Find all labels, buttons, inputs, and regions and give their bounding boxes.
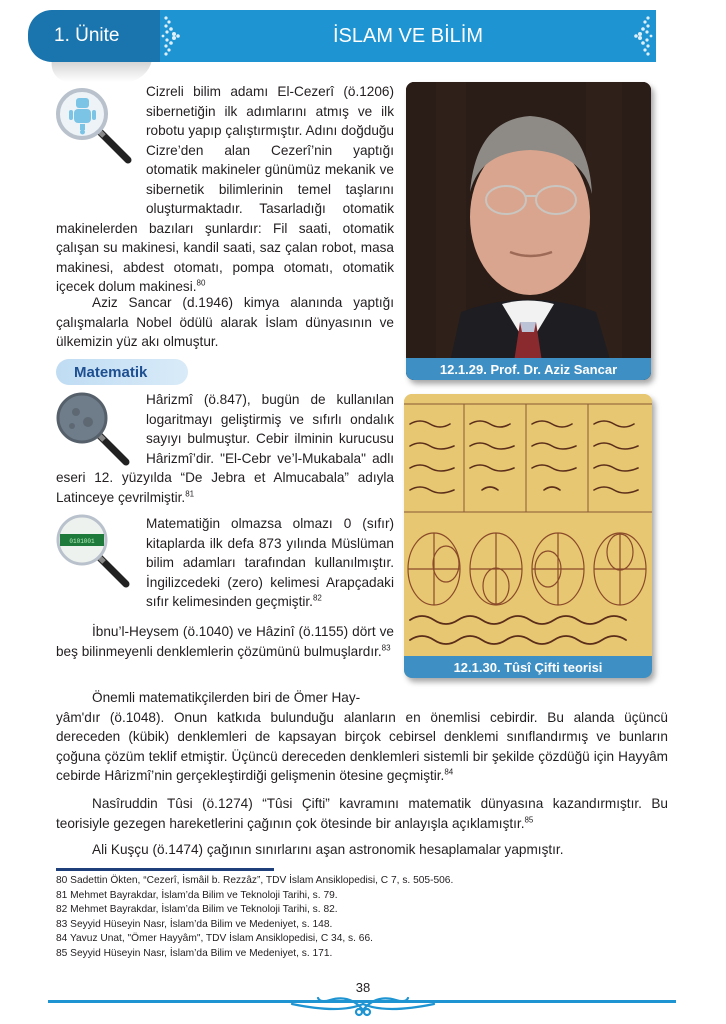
figure-caption: 12.1.30. Tûsî Çifti teorisi bbox=[404, 656, 652, 678]
photo-tusi-manuscript bbox=[404, 394, 652, 678]
paragraph-text: İbnu’l-Heysem (ö.1040) ve Hâzinî (ö.1155) dört ve beş bilinmeyenli denklemlerin çözümünü bulmuşlardır. bbox=[56, 624, 394, 659]
paragraph-text: Cizreli bilim adamı El-Cezerî (ö.1206) sibernetiğin ilk adımlarını atmış ve ilk robotu yapıp çalıştırmıştır. Adını doğduğu Cizre’den alan Cezerî’nin yaptığı otomatik makineler günümüz mekanik ve sibernetik bilimlerinin temel taşlarını oluşturmaktadır. Tasarladığı otomatik makinelerden bazıları şunlardır: Fil saati, otomatik çalışan su makinesi, kandil saati, saz çalan robot, masa makinesi, abdest otomatı, pompa otomatı, otomatik içecek dolum makinesi. bbox=[56, 84, 394, 294]
page-header bbox=[20, 10, 656, 62]
header-shadow bbox=[48, 60, 152, 82]
paragraph-cezeri bbox=[56, 82, 394, 297]
footnote-divider bbox=[56, 868, 274, 871]
section-title-matematik bbox=[56, 359, 188, 385]
footnote-83: 83 Seyyid Hüseyin Nasr, İslam’da Bilim ve Medeniyet, s. 148. bbox=[56, 918, 333, 930]
footnotes bbox=[56, 874, 453, 962]
manuscript-illustration bbox=[404, 394, 652, 678]
icon-float-space bbox=[56, 82, 146, 218]
paragraph-hayyam bbox=[56, 688, 668, 786]
chapter-title: İSLAM VE BİLİM bbox=[332, 24, 484, 47]
paragraph-text: Matematiğin olmazsa olmazı 0 (sıfır) kitaplarda ilk defa 873 yılında Müslüman bilim adamları tarafından kullanılmıştır. İngilizcedeki (zero) kelimesi Arapçadaki sıfır kelimesinden geçmiştir. bbox=[146, 516, 394, 609]
paragraph-heysem bbox=[56, 622, 394, 661]
paragraph-text: Önemli matematikçilerden biri de Ömer Hay- bbox=[92, 690, 361, 705]
paragraph-text: Ali Kuşçu (ö.1474) çağının sınırlarını aşan astronomik hesaplamalar yapmıştır. bbox=[92, 842, 564, 857]
paragraph-text: yâm'dır (ö.1048). Onun katkıda bulunduğu alanların en önemlisi cebirdir. Bu alanda üçüncü dereceden (kübik) denklemleri de kapsayan birçok cebirsel denklemi sınıflandırmış ve bunların çoğuna çözüm teklif etmiştir. Üçüncü dereceden denklemleri sistemli bir şekilde çözdüğü için Hayyâm cebirde Hârizmî’nin gerçekleştirdiği gelişmenin ötesine geçmiştir. bbox=[56, 709, 668, 783]
hayyam-first-line bbox=[56, 688, 668, 708]
footnote-ref[interactable]: 80 bbox=[196, 278, 206, 288]
floral-ornament-icon bbox=[160, 12, 184, 60]
footnote-84: 84 Yavuz Unat, "Ömer Hayyâm", TDV İslam Ansiklopedisi, C 34, s. 66. bbox=[56, 933, 373, 945]
paragraph-text: Nasîruddin Tûsi (ö.1274) “Tûsi Çifti” kavramını matematik dünyasına kazandırmıştır. Bu teorisiyle gezegen hareketlerini çağının çok ötesinde bir anlayışla açıklamıştır. bbox=[56, 796, 668, 831]
unit-tab bbox=[28, 10, 160, 62]
footnote-ref[interactable]: 81 bbox=[185, 488, 195, 498]
footnote-ref[interactable]: 83 bbox=[381, 642, 391, 652]
paragraph-text: Aziz Sancar (d.1946) kimya alanında yaptığı çalışmalarla Nobel ödülü alarak İslam dünyasının ve ülkemizin yüz akı olmuştur. bbox=[56, 295, 394, 349]
footnote-80: 80 Sadettin Ökten, “Cezerî, İsmâil b. Rezzâz”, TDV İslam Ansiklopedisi, C 7, s. 505-506. bbox=[56, 875, 454, 886]
paragraph-tusi bbox=[56, 794, 668, 833]
unit-label: 1. Ünite bbox=[54, 25, 120, 46]
footer-ornament-icon bbox=[290, 990, 436, 1018]
svg-text:0101001: 0101001 bbox=[69, 538, 95, 545]
chapter-title-bar bbox=[160, 10, 656, 62]
footnote-85: 85 Seyyid Hüseyin Nasr, İslam’da Bilim ve Medeniyet, s. 171. bbox=[56, 947, 333, 959]
paragraph-harizmi bbox=[56, 390, 394, 507]
icon-float-space bbox=[56, 390, 146, 466]
footnote-82: 82 Mehmet Bayrakdar, İslam’da Bilim ve Teknoloji Tarihi, s. 82. bbox=[56, 904, 338, 916]
paragraph-sancar bbox=[56, 293, 394, 352]
footnote-81: 81 Mehmet Bayrakdar, İslam’da Bilim ve Teknoloji Tarihi, s. 79. bbox=[56, 889, 338, 901]
footnote-ref[interactable]: 82 bbox=[312, 593, 322, 603]
portrait-illustration bbox=[406, 82, 651, 380]
footnote-ref[interactable]: 85 bbox=[524, 814, 534, 824]
paragraph-zero bbox=[56, 514, 394, 612]
icon-float-space bbox=[56, 514, 146, 612]
page-number: 38 bbox=[355, 980, 371, 995]
section-title-text: Matematik bbox=[74, 363, 148, 381]
floral-ornament-icon bbox=[630, 12, 654, 60]
photo-aziz-sancar bbox=[406, 82, 651, 380]
footnote-ref[interactable]: 84 bbox=[444, 767, 454, 777]
paragraph-kuscu bbox=[56, 840, 668, 860]
figure-caption: 12.1.29. Prof. Dr. Aziz Sancar bbox=[406, 358, 651, 380]
paragraph-text: Hârizmî (ö.847), bugün de kullanılan logaritmayı geliştirmiş ve sıfırlı ondalık sayıyı bulmuştur. Cebir ilminin kurucusu Hârizmî’dir. "El-Cebr ve’l-Mukabala" adlı eseri 12. yüzyılda “De Jebra et Almucabala” adıyla Latinceye çevrilmiştir. bbox=[56, 392, 394, 505]
